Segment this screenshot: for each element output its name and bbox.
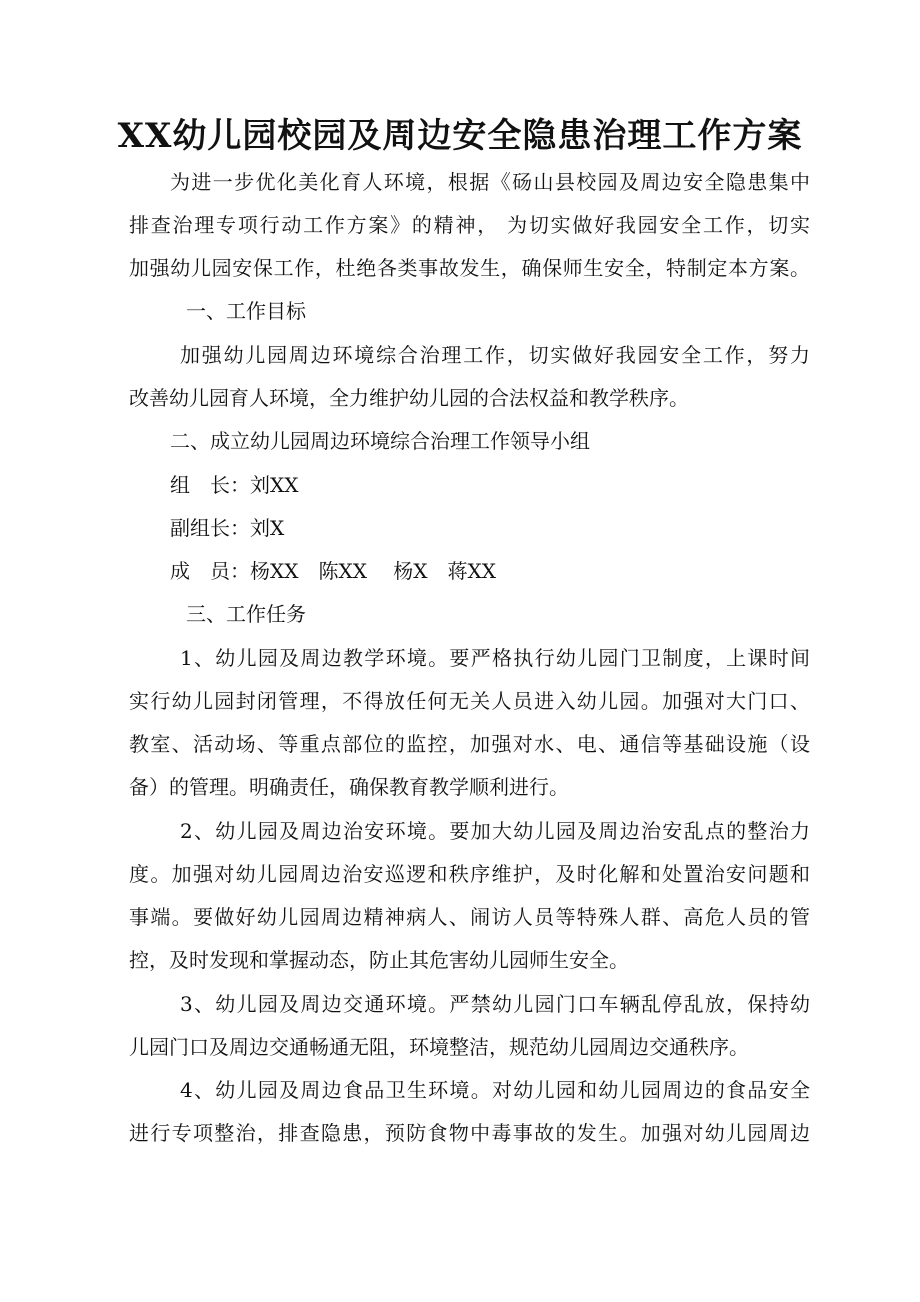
text-line: 2、幼儿园及周边治安环境。要加大幼儿园及周边治安乱点的整治力 (180, 819, 810, 843)
text-line: 加强幼儿园安保工作，杜绝各类事故发生，确保师生安全，特制定本方案。 (129, 256, 810, 280)
section-heading: 三、工作任务 (186, 602, 306, 626)
text-line: 为进一步优化美化育人环境，根据《砀山县校园及周边安全隐患集中 (170, 170, 810, 194)
text-line: 加强幼儿园周边环境综合治理工作，切实做好我园安全工作，努力 (180, 343, 810, 367)
text-line: 儿园门口及周边交通畅通无阻，环境整洁，规范幼儿园周边交通秩序。 (129, 1035, 749, 1059)
members-line: 成 员：杨XX 陈XX 杨X 蒋XX (170, 559, 497, 583)
deputy-leader-line: 副组长：刘X (170, 516, 285, 540)
text-line: 1、幼儿园及周边教学环境。要严格执行幼儿园门卫制度，上课时间 (180, 646, 810, 670)
text-line: 备）的管理。明确责任，确保教育教学顺利进行。 (129, 775, 569, 799)
document-title: XX幼儿园校园及周边安全隐患治理工作方案 (117, 116, 803, 156)
text-line: 排查治理专项行动工作方案》的精神， 为切实做好我园安全工作，切实 (129, 213, 810, 237)
team-leader-line: 组 长：刘XX (170, 473, 299, 497)
text-line: 进行专项整治，排查隐患，预防食物中毒事故的发生。加强对幼儿园周边 (129, 1121, 810, 1145)
text-line: 改善幼儿园育人环境，全力维护幼儿园的合法权益和教学秩序。 (129, 386, 689, 410)
text-line: 事端。要做好幼儿园周边精神病人、闹访人员等特殊人群、高危人员的管 (129, 905, 810, 929)
text-line: 实行幼儿园封闭管理，不得放任何无关人员进入幼儿园。加强对大门口、 (129, 689, 810, 713)
text-line: 4、幼儿园及周边食品卫生环境。对幼儿园和幼儿园周边的食品安全 (180, 1078, 810, 1102)
text-line: 3、幼儿园及周边交通环境。严禁幼儿园门口车辆乱停乱放，保持幼 (180, 992, 810, 1016)
section-heading: 二、成立幼儿园周边环境综合治理工作领导小组 (170, 429, 590, 453)
section-heading: 一、工作目标 (186, 299, 306, 323)
text-line: 控，及时发现和掌握动态，防止其危害幼儿园师生安全。 (129, 948, 629, 972)
text-line: 教室、活动场、等重点部位的监控，加强对水、电、通信等基础设施（设 (129, 732, 810, 756)
text-line: 度。加强对幼儿园周边治安巡逻和秩序维护，及时化解和处置治安问题和 (129, 862, 810, 886)
